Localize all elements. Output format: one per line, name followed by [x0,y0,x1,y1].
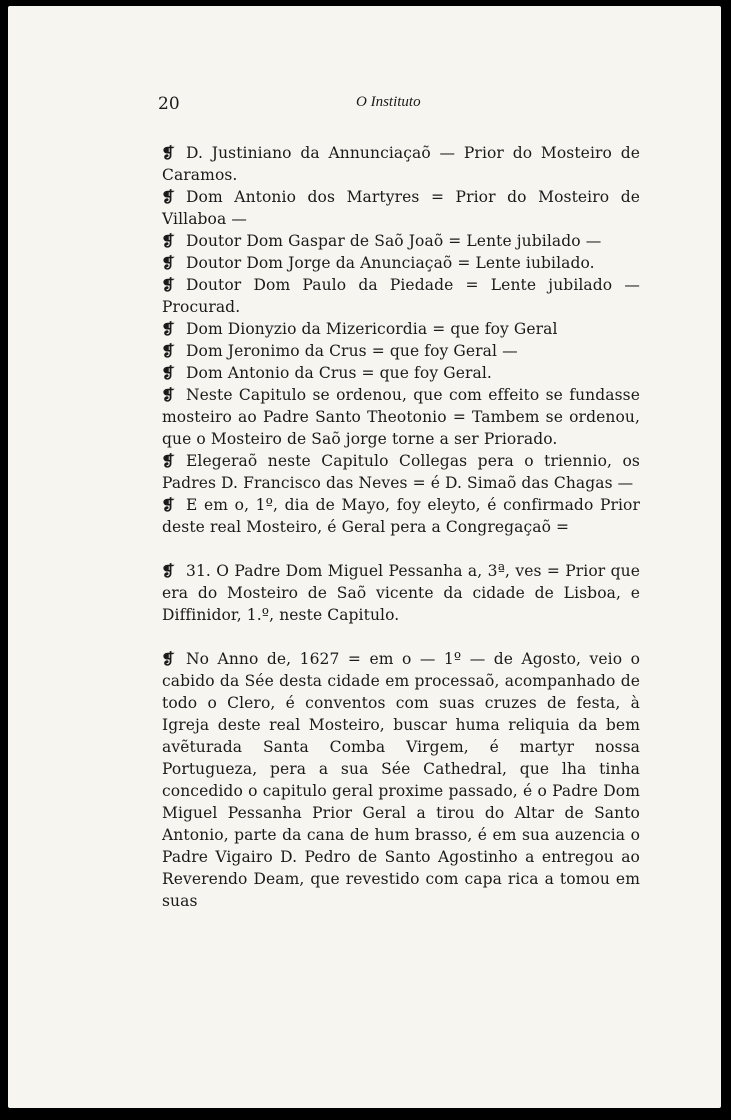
paragraph-text: Dom Jeronimo da Crus = que foy Geral — [186,342,518,360]
paragraph-text: Neste Capitulo se ordenou, que com effeito se fundasse mosteiro ao Padre Santo Theotonio = Tambem se ordenou, que o Mosteiro de Saõ jorge torne a ser Priorado. [162,386,640,448]
paragraph [162,494,640,538]
paragraph [162,648,640,912]
paragraph [162,384,640,450]
paragraph-mark-icon [161,252,181,274]
paragraph-mark-icon [161,384,181,406]
paragraph-mark-icon [161,362,181,384]
paragraph-text: No Anno de, 1627 = em o — 1º — de Agosto, veio o cabido da Sée desta cidade em processaõ, acompanhado de todo o Clero, é conventos com suas cruzes de festa, à Igreja deste real Mosteiro, buscar huma reliquia da bem avẽturada Santa Comba Virgem, é martyr nossa Portugueza, pera a sua Sée Cathedral, que lha tinha concedido o capitulo geral proxime passado, é o Padre Dom Miguel Pessanha Prior Geral a tirou do Altar de Santo Antonio, parte da cana de hum brasso, é em sua auzencia o Padre Vigairo D. Pedro de Santo Agostinho a entregou ao Reverendo Deam, que revestido com capa rica a tomou em suas [162,650,640,910]
paragraph-text: Dom Dionyzio da Mizericordia = que foy Geral [186,320,558,338]
paragraph-mark-icon [161,560,181,582]
paragraph-text: D. Justiniano da Annunciaçaõ — Prior do Mosteiro de Caramos. [162,144,640,184]
paragraph-mark-icon [161,274,181,296]
page-header [0,94,731,114]
paragraph-mark-icon [161,450,181,472]
paragraph [162,252,640,274]
paragraph-text: Dom Antonio dos Martyres = Prior do Mosteiro de Villaboa — [162,188,640,228]
paragraph [162,230,640,252]
paragraph [162,450,640,494]
paragraph-mark-icon [161,230,181,252]
paragraph [162,362,640,384]
paragraph [162,318,640,340]
paragraph [162,186,640,230]
paragraph-mark-icon [161,648,181,670]
paragraph-mark-icon [161,186,181,208]
paragraph-text: Dom Antonio da Crus = que foy Geral. [186,364,492,382]
paragraph [162,560,640,626]
paragraph-text: Doutor Dom Gaspar de Saõ Joaõ = Lente jubilado — [186,232,602,250]
running-title: O Instituto [356,94,421,110]
page-number: 20 [158,94,180,114]
paragraph-text: Doutor Dom Jorge da Anunciaçaõ = Lente iubilado. [186,254,595,272]
paragraph [162,142,640,186]
paragraph-text: 31. O Padre Dom Miguel Pessanha a, 3ª, ves = Prior que era do Mosteiro de Saõ vicente da cidade de Lisboa, e Diffinidor, 1.º, neste Capitulo. [162,562,640,624]
paragraph-mark-icon [161,318,181,340]
paragraph-text: E em o, 1º, dia de Mayo, foy eleyto, é confirmado Prior deste real Mosteiro, é Geral pera a Congregaçaõ = [162,496,640,536]
paragraph-text: Elegeraõ neste Capitulo Collegas pera o triennio, os Padres D. Francisco das Neves = é D. Simaõ das Chagas — [162,452,640,492]
page-body [162,142,640,912]
paragraph [162,274,640,318]
paragraph-mark-icon [161,494,181,516]
paragraph-text: Doutor Dom Paulo da Piedade = Lente jubilado — Procurad. [162,276,640,316]
paragraph-mark-icon [161,142,181,164]
paragraph-mark-icon [161,340,181,362]
paragraph [162,340,640,362]
